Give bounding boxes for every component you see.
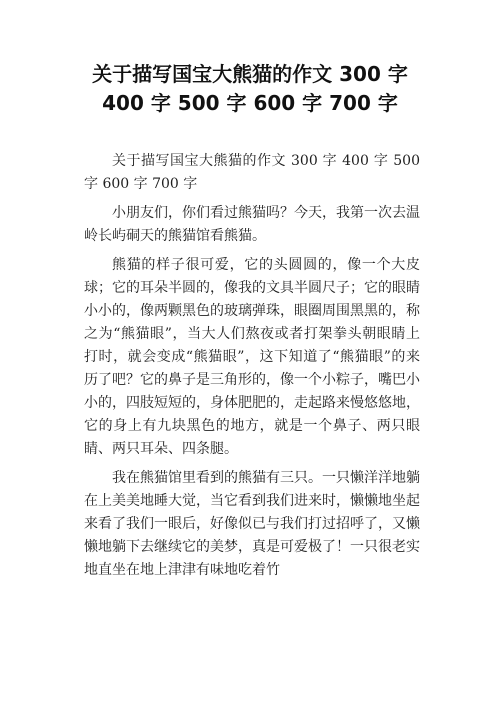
document-title (60, 60, 440, 118)
document-body (84, 150, 420, 588)
paragraph-1: 关于描写国宝大熊猫的作文 300 字 400 字 500 字 600 字 700 字 (84, 153, 420, 192)
paragraph-4: 我在熊猫馆里看到的熊猫有三只。一只懒洋洋地躺在上美美地睡大觉，当它看到我们进来时，懒懒地坐起来看了我们一眼后，好像似已与我们打过招呼了，又懒懒地躺下去继续它的美梦，真是可爱极了！一只很老实地直坐在地上津津有味地吃着竹 (84, 470, 420, 578)
paragraph-2: 小朋友们，你们看过熊猫吗？今天，我第一次去温岭长屿硐天的熊猫馆看熊猫。 (84, 205, 420, 244)
paragraph-3: 熊猫的样子很可爱，它的头圆圆的，像一个大皮球；它的耳朵半圆的，像我的文具半圆尺子；它的眼睛小小的，像两颗黑色的玻璃弹珠，眼圈周围黑黑的，称之为“熊猫眼”，当大人们熬夜或者打架拳头朝眼睛上打时，就会变成“熊猫眼”，这下知道了“熊猫眼”的来历了吧？它的鼻子是三角形的，像一个小粽子，嘴巴小小的，四肢短短的，身体肥肥的，走起路来慢悠悠地，它的身上有九块黑色的地方，就是一个鼻子、两只眼睛、两只耳朵、四条腿。 (84, 257, 420, 457)
title-line-2: 400 字 500 字 600 字 700 字 (102, 91, 398, 115)
title-line-1: 关于描写国宝大熊猫的作文 300 字 (92, 62, 408, 86)
